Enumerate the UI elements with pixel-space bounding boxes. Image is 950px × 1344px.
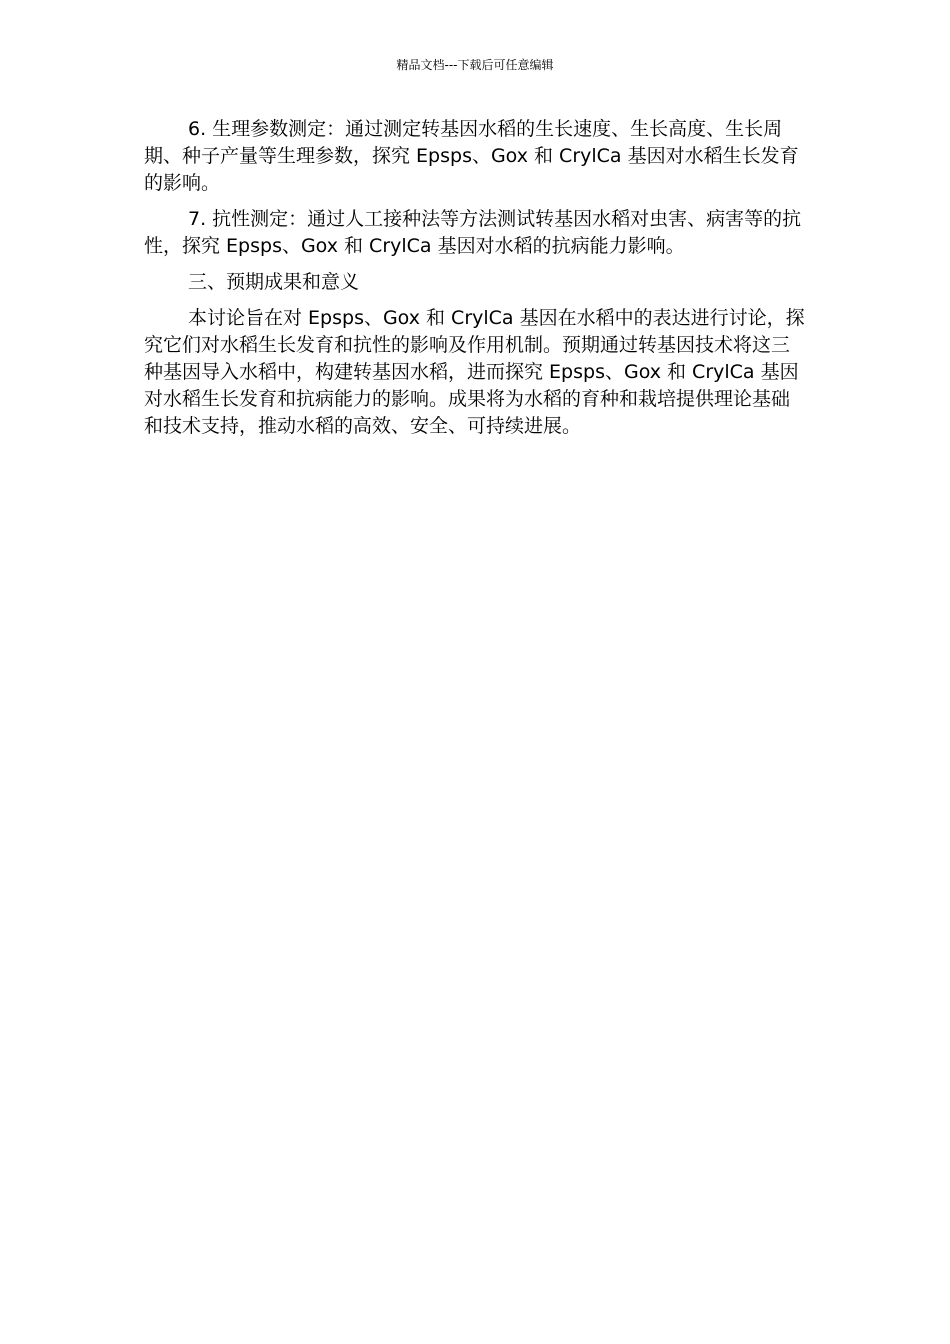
paragraph-physiological-parameters: 6. 生理参数测定：通过测定转基因水稻的生长速度、生长高度、生长周期、种子产量等生理参数，探究 Epsps、Gox 和 CrylCa 基因对水稻生长发育的影响。 [144,118,799,194]
paragraph-expected-results: 本讨论旨在对 Epsps、Gox 和 CrylCa 基因在水稻中的表达进行讨论，探究它们对水稻生长发育和抗性的影响及作用机制。预期通过转基因技术将这三种基因导入水稻中，构建转基因水稻，进而探究 Epsps、Gox 和 CrylCa 基因对水稻生长发育和抗病能力的影响。成果将为水稻的育种和栽培提供理论基础和技术支持，推动水稻的高效、安全、可持续进展。 [144,307,805,437]
paragraph-resistance-test: 7. 抗性测定：通过人工接种法等方法测试转基因水稻对虫害、病害等的抗性，探究 Epsps、Gox 和 CrylCa 基因对水稻的抗病能力影响。 [144,208,802,257]
page-header: 精品文档---下载后可任意编辑 [396,58,554,72]
section-heading-expected-results: 三、预期成果和意义 [188,271,360,293]
document-body [144,116,808,449]
